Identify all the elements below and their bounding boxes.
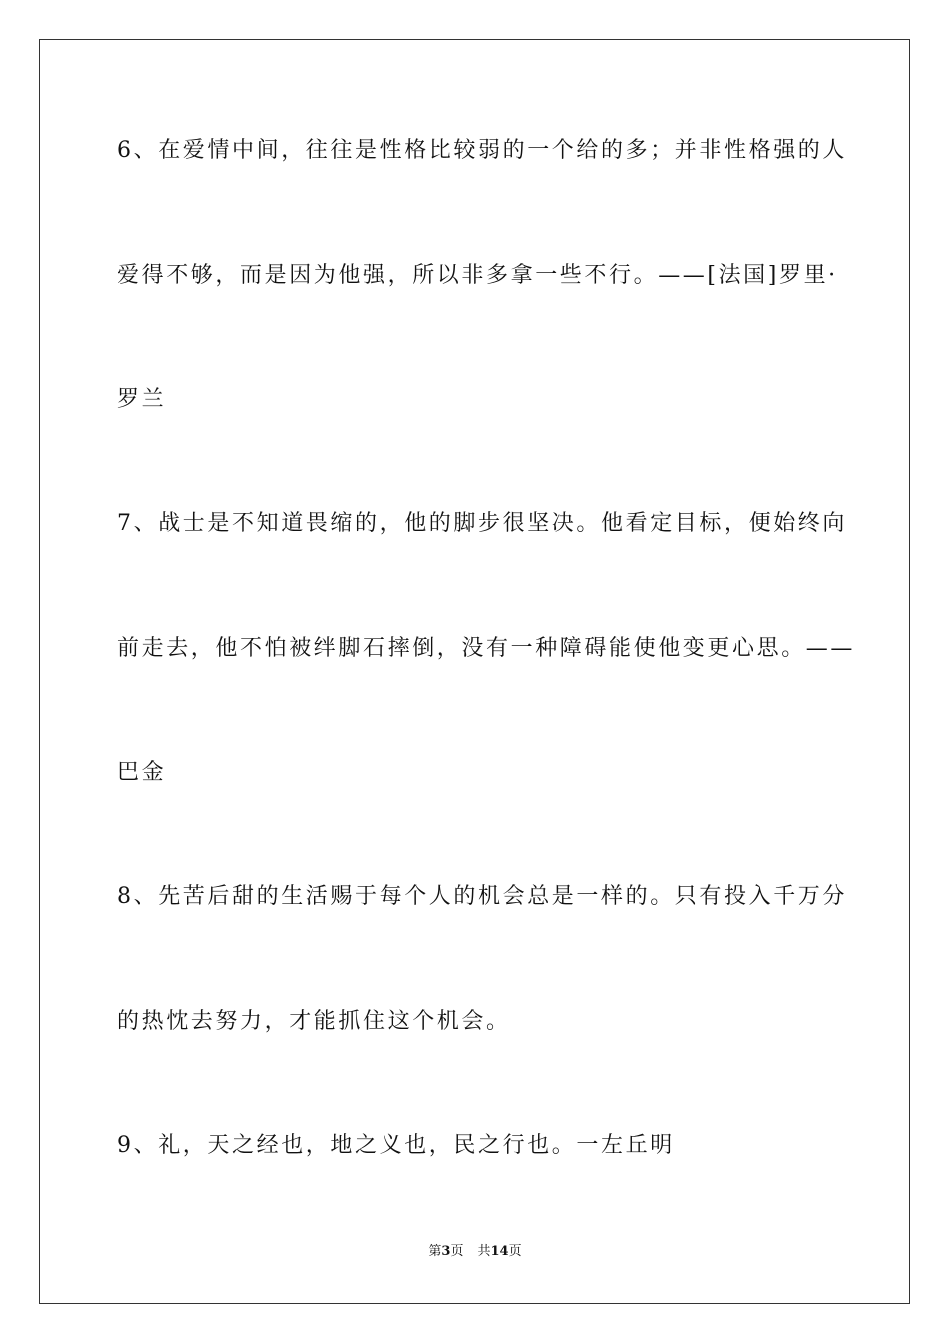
text-line-7: 8、先苦后甜的生活赐于每个人的机会总是一样的。只有投入千万分 [117, 884, 847, 909]
total-prefix: 共 [477, 1244, 491, 1259]
total-suffix: 页 [508, 1244, 522, 1259]
text-line-1: 6、在爱情中间，往往是性格比较弱的一个给的多；并非性格强的人 [117, 138, 847, 163]
text-line-5: 前走去，他不怕被绊脚石摔倒，没有一种障碍能使他变更心思。—— [117, 636, 856, 661]
page-suffix: 页 [450, 1244, 464, 1259]
text-line-9: 9、礼，天之经也，地之义也，民之行也。一左丘明 [117, 1133, 675, 1158]
page-prefix: 第 [428, 1244, 442, 1259]
text-line-8: 的热忱去努力，才能抓住这个机会。 [117, 1009, 511, 1034]
text-line-6: 巴金 [117, 760, 167, 785]
total-pages: 14 [490, 1244, 509, 1259]
text-line-4: 7、战士是不知道畏缩的，他的脚步很坚决。他看定目标，便始终向 [117, 511, 847, 536]
text-line-2: 爱得不够，而是因为他强，所以非多拿一些不行。——[法国]罗里· [117, 263, 838, 288]
text-line-3: 罗兰 [117, 387, 167, 412]
page-footer [0, 1243, 950, 1261]
page-number: 3 [441, 1244, 451, 1259]
page-frame [39, 39, 910, 1304]
